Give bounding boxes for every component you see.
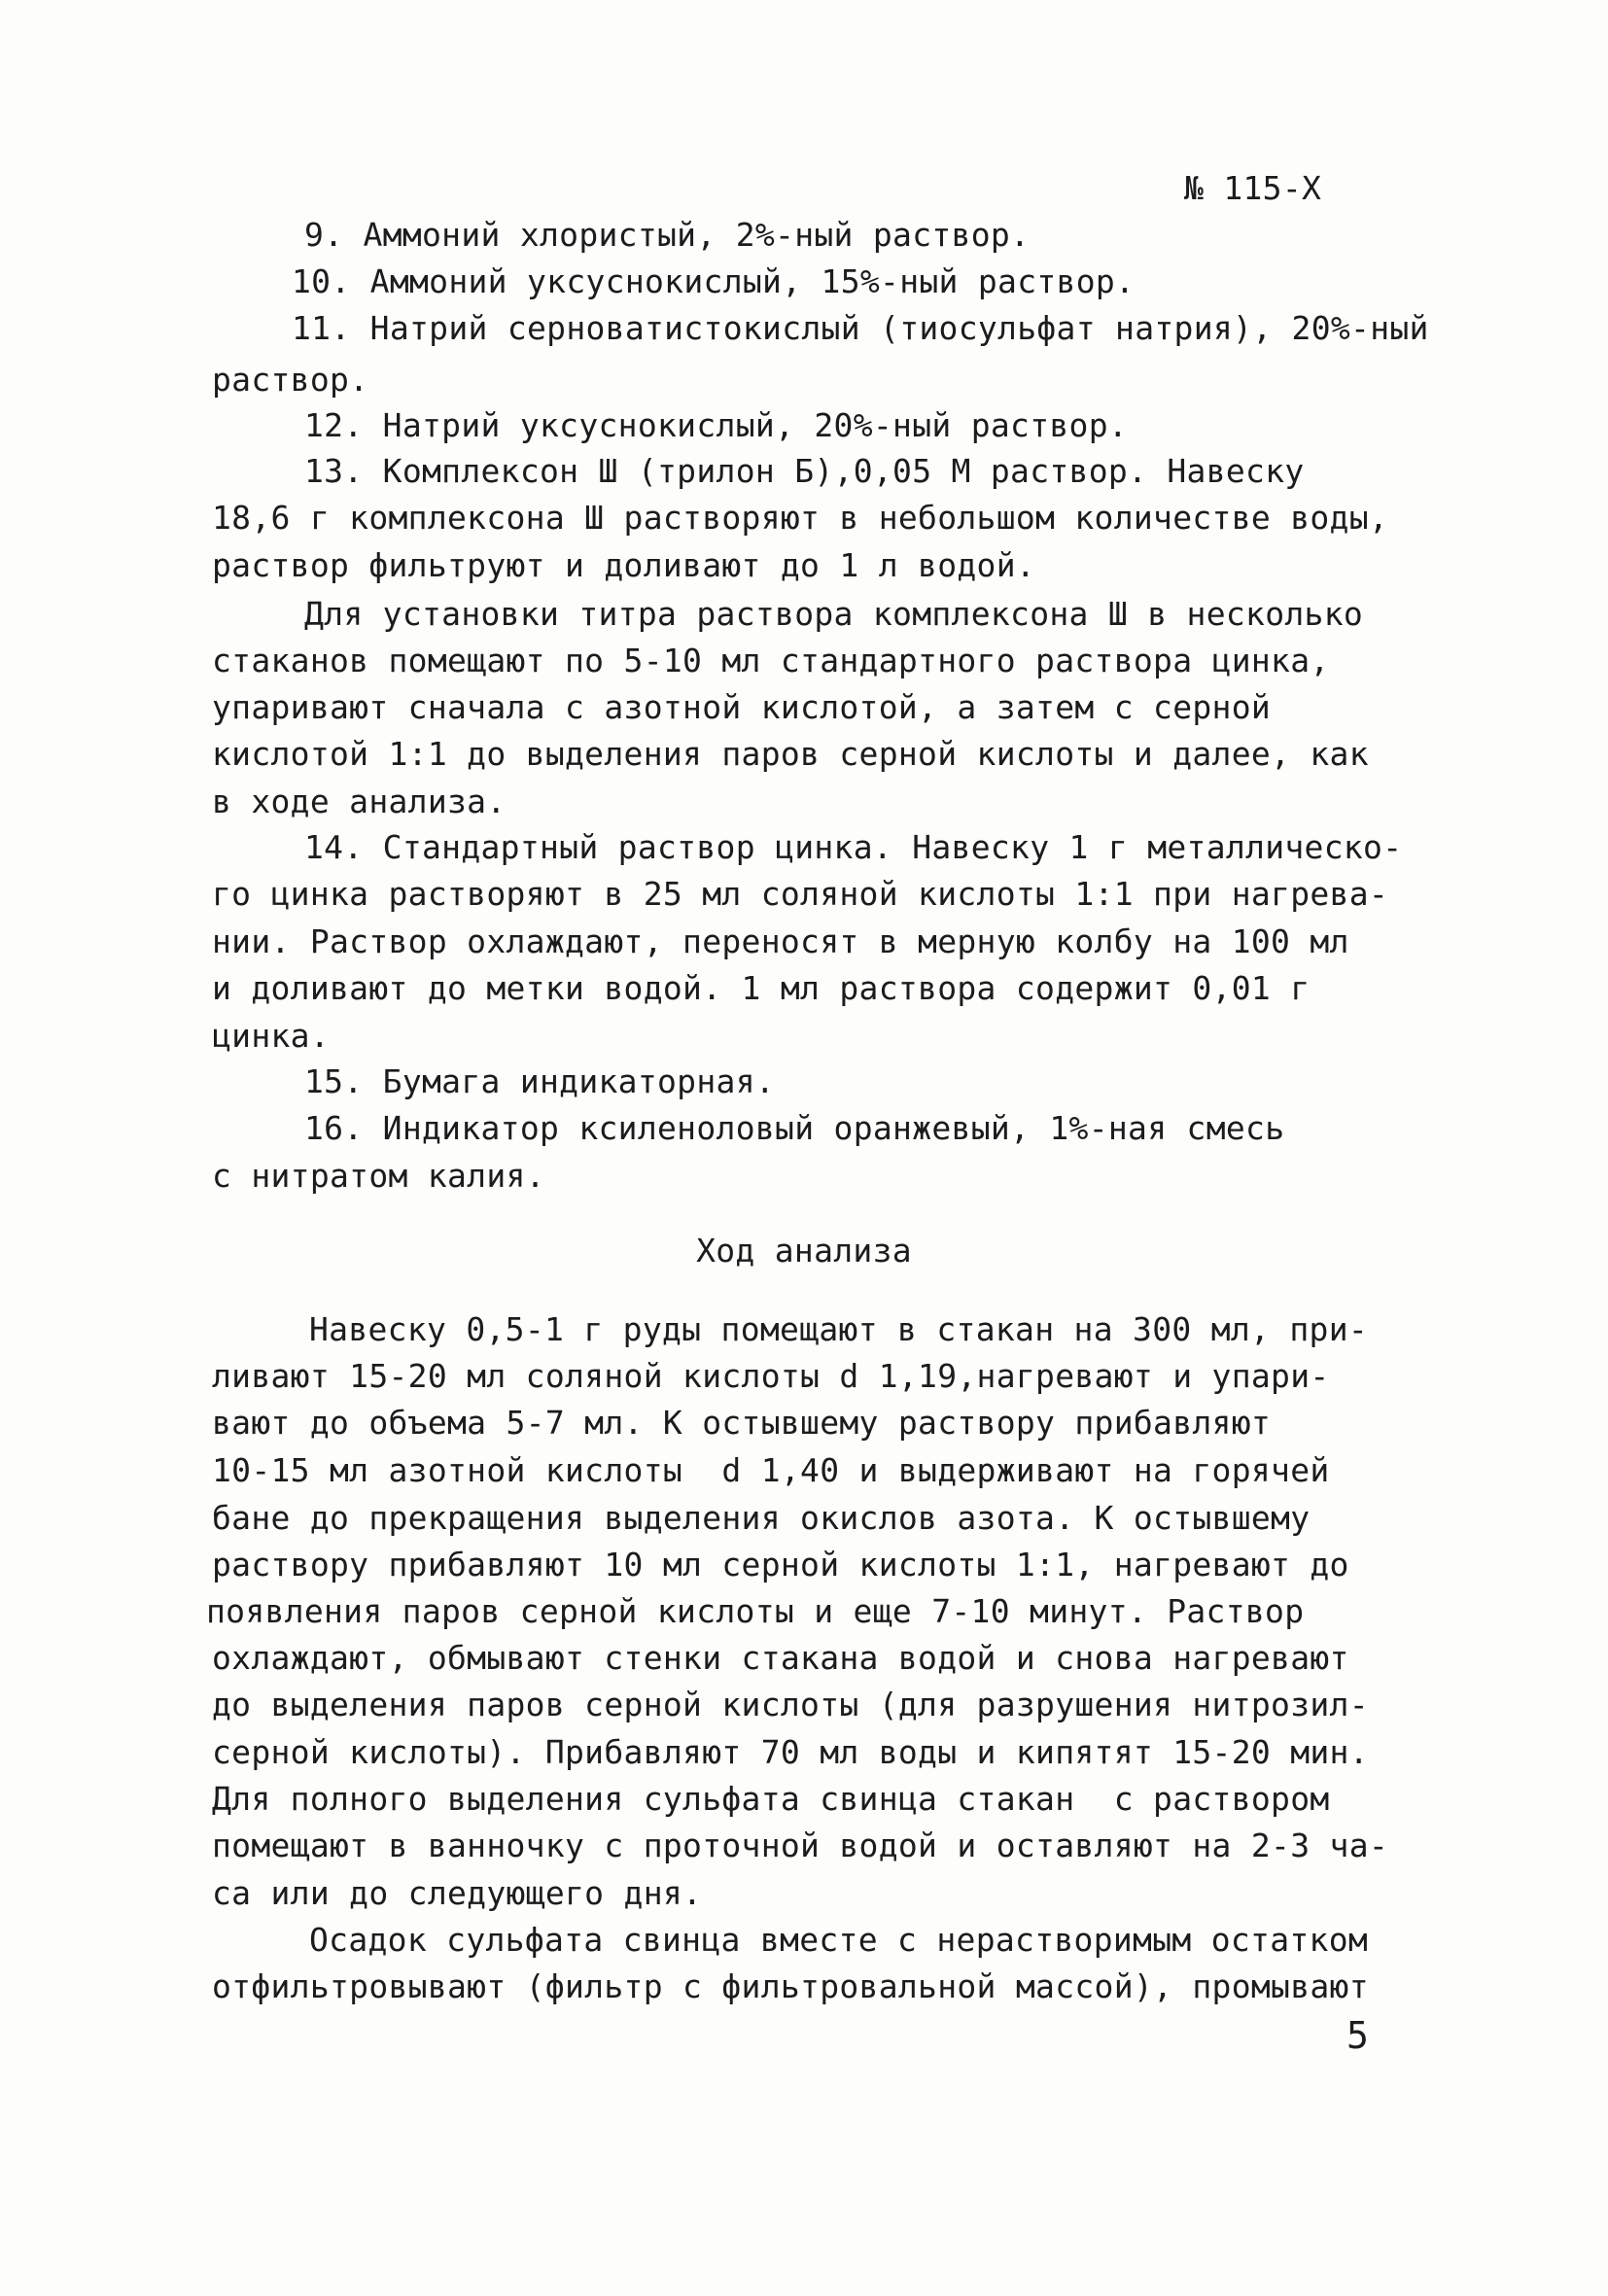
analysis-line-3: вают до объема 5-7 мл. К остывшему раствору прибавляют (212, 1404, 1272, 1442)
analysis-line-2: ливают 15-20 мл соляной кислоты d 1,19,нагревают и упари- (212, 1357, 1330, 1395)
reagent-item-11: 11. Натрий серноватистокислый (тиосульфат натрия), 20%-ный (292, 309, 1429, 347)
reagent-item-14-line-3: нии. Раствор охлаждают, переносят в мерную колбу на 100 мл (212, 922, 1349, 960)
analysis-line-13: са или до следующего дня. (212, 1874, 703, 1912)
reagent-item-13-line-3: раствор фильтруют и доливают до 1 л водой. (212, 546, 1036, 584)
reagent-item-12: 12. Натрий уксуснокислый, 20%-ный раствор. (304, 406, 1129, 444)
analysis-line-11: Для полного выделения сульфата свинца стакан с раствором (212, 1780, 1330, 1818)
reagent-item-10: 10. Аммоний уксуснокислый, 15%-ный раствор. (292, 262, 1136, 300)
titration-paragraph-line-3: упаривают сначала с азотной кислотой, а затем с серной (212, 688, 1272, 726)
analysis-line-9: до выделения паров серной кислоты (для разрушения нитрозил- (212, 1686, 1369, 1723)
analysis-line-15: отфильтровывают (фильтр с фильтровальной массой), промывают (212, 1967, 1369, 2005)
reagent-item-15: 15. Бумага индикаторная. (304, 1062, 776, 1100)
analysis-line-7: появления паров серной кислоты и еще 7-10 минут. Раствор (206, 1592, 1305, 1630)
page-number: 5 (1346, 2014, 1370, 2057)
section-heading: Ход анализа (696, 1232, 912, 1270)
analysis-line-12: помещают в ванночку с проточной водой и оставляют на 2-3 ча- (212, 1826, 1389, 1864)
analysis-line-6: раствору прибавляют 10 мл серной кислоты 1:1, нагревают до (212, 1546, 1349, 1583)
reagent-item-13-line-2: 18,6 г комплексона Ш растворяют в небольшом количестве воды, (212, 499, 1389, 537)
analysis-line-14: Осадок сульфата свинца вместе с нерастворимым остатком (309, 1921, 1369, 1959)
analysis-line-8: охлаждают, обмывают стенки стакана водой и снова нагревают (212, 1639, 1349, 1677)
titration-paragraph-line-2: стаканов помещают по 5-10 мл стандартного раствора цинка, (212, 642, 1330, 679)
document-code: № 115-Х (1184, 169, 1322, 207)
analysis-line-5: бане до прекращения выделения окислов азота. К остывшему (212, 1499, 1311, 1537)
analysis-line-4: 10-15 мл азотной кислоты d 1,40 и выдерживают на горячей (212, 1451, 1330, 1489)
analysis-line-10: серной кислоты). Прибавляют 70 мл воды и кипятят 15-20 мин. (212, 1733, 1369, 1771)
reagent-item-14-line-4: и доливают до метки водой. 1 мл раствора содержит 0,01 г (212, 969, 1311, 1007)
reagent-item-16: 16. Индикатор ксиленоловый оранжевый, 1%-ная смесь (304, 1109, 1285, 1147)
reagent-item-13: 13. Комплексон Ш (трилон Б),0,05 М раствор. Навеску (304, 452, 1305, 490)
titration-paragraph-line-4: кислотой 1:1 до выделения паров серной кислоты и далее, как (212, 735, 1369, 773)
reagent-item-14: 14. Стандартный раствор цинка. Навеску 1 г металлическо- (304, 828, 1403, 866)
analysis-line-1: Навеску 0,5-1 г руды помещают в стакан на 300 мл, при- (309, 1310, 1369, 1348)
reagent-item-14-line-2: го цинка растворяют в 25 мл соляной кислоты 1:1 при нагрева- (212, 875, 1389, 913)
reagent-item-14-line-5: цинка. (212, 1017, 331, 1055)
reagent-item-9: 9. Аммоний хлористый, 2%-ный раствор. (304, 216, 1031, 254)
titration-paragraph-line-5: в ходе анализа. (212, 783, 507, 820)
reagent-item-16-continuation: с нитратом калия. (212, 1157, 545, 1195)
titration-paragraph-line-1: Для установки титра раствора комплексона Ш в несколько (304, 595, 1364, 633)
reagent-item-11-continuation: раствор. (212, 361, 369, 399)
